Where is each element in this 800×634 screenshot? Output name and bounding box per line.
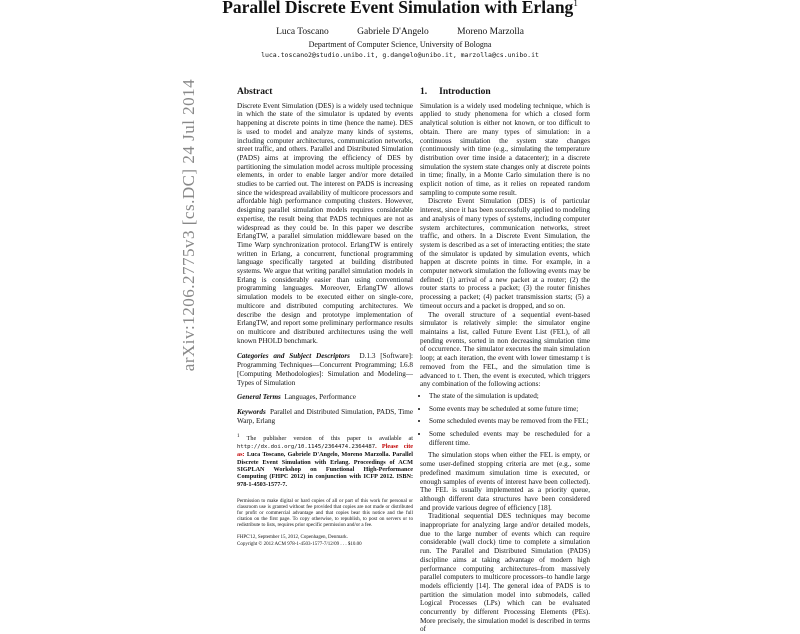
keywords-label: Keywords (237, 407, 266, 416)
author-name: Gabriele D'Angelo (357, 27, 429, 37)
event-actions-list (420, 392, 590, 448)
terms-label: General Terms (237, 393, 281, 402)
abstract-text: Discrete Event Simulation (DES) is a widely used technique in which the state of the simulator is updated by events happening at discrete points in time (hence the name). DES is used to model and analyze many kinds of systems, including computer architectures, communication networks, street traffic, and others. Parallel and Distributed Simulation (PADS) aims at improving the efficiency of DES by partitioning the simulation model across multiple processing elements, in order to enable larger and/or more detailed studies to be carried out. The interest on PADS is increasing since the widespread availability of multicore processors and affordable high performance computing clusters. However, designing parallel simulation models requires considerable expertise, the result being that PADS techniques are not as widespread as they could be. In this paper we describe ErlangTW, a parallel simulation middleware based on the Time Warp synchronization protocol. ErlangTW is entirely written in Erlang, a concurrent, functional programming language specifically targeted at building distributed systems. We argue that writing parallel simulation models in Erlang is considerably easier than using conventional programming languages. Moreover, ErlangTW allows simulation models to be executed either on single-core, multicore and distributed computing architectures. We describe the design and prototype implementation of ErlangTW, and report some preliminary performance results on multicore and distributed architectures using the well known PHOLD benchmark. (237, 101, 413, 345)
footnote-intro: The publisher version of this paper is available at (246, 435, 414, 443)
abstract-heading: Abstract (237, 87, 273, 97)
title-footnote-mark: 1 (573, 0, 578, 9)
arxiv-identifier: arXiv:1206.2775v3 [cs.DC] 24 Jul 2014 (179, 78, 198, 372)
permission-notice (237, 498, 413, 548)
categories-text: D.1.3 [Software]: Programming Techniques—Concurrent Programming; I.6.8 [Computing Methodologies]: Simulation and Modeling—Types of Simulation (237, 352, 414, 387)
author-list (0, 27, 800, 37)
footnote-doi-link[interactable]: http://dx.doi.org/10.1145/2364474.2364487 (237, 443, 376, 450)
paper-title: Parallel Discrete Event Simulation with Erlang$^1$ (222, 0, 578, 17)
copyright-line: Copyright © 2012 ACM 978-1-4503-1577-7/12/09 . . . $10.00 (237, 542, 362, 548)
categories-label: Categories and Subject Descriptors (237, 352, 350, 361)
introduction-heading: 1. Introduction (420, 87, 491, 97)
section-number: 1. (420, 87, 428, 97)
keywords (237, 408, 413, 425)
intro-paragraph-2: Discrete Event Simulation (DES) is of particular interest, since it has been successfully applied to modeling and analysis of many types of systems, including computer system architectures, communication networks, street traffic, and others. In a Discrete Event Simulation, the system is described as a set of interacting entities; the state of the simulator is updated by simulation events, which happen at discrete points in time. For example, in a computer network simulation the following events may be defined: (1) arrival of a new packet at a router; (2) the router starts to process a packet; (3) the router finishes processing a packet; (4) packet transmission starts; (5) a timeout occurs and a packet is dropped, and so on. (420, 197, 590, 310)
footnote-mark: 1 (237, 433, 240, 440)
affiliation: Department of Computer Science, University of Bologna (308, 40, 492, 49)
permission-text: Permission to make digital or hard copies of all or part of this work for personal or classroom use is granted without fee provided that copies are not made or distributed for profit or commercial advantage and that copies bear this notice and the full citation on the first page. To copy otherwise, to republish, to post on servers or to redistribute to lists, requires prior specific permission and/or a fee. (237, 498, 413, 529)
footnote-cite-label: . Please cite as: (237, 442, 413, 459)
author-name: Moreno Marzolla (457, 27, 524, 37)
intro-paragraph-4: The simulation stops when either the FEL is empty, or some user-defined stopping criteria are met (e.g., some predefined maximum simulation time is executed, or enough samples of events of interest have been collected). The FEL is usually implemented as a priority queue, although different data structures have been considered and provide various degree of efficiency [18]. (420, 451, 590, 512)
list-item: • Some events may be scheduled at some future time; (429, 405, 590, 414)
left-column (237, 87, 414, 548)
footnote-citation: Luca Toscano, Gabriele D'Angelo, Moreno Marzolla. Parallel Discrete Event Simulation with Erlang. Proceedings of ACM SIGPLAN Workshop on Functional High-Performance Computing (FHPC 2012) in conjunction with ICFP 2012. ISBN: 978-1-4503-1577-7. (237, 451, 414, 488)
venue-line: FHPC'12, September 15, 2012, Copenhagen, Denmark. (237, 535, 348, 541)
categories (237, 352, 413, 387)
general-terms (237, 393, 413, 402)
intro-paragraph-5: Traditional sequential DES techniques may become inappropriate for analyzing large and/or detailed models, due to the large number of events which can require considerable (wall clock) time to complete a simulation run. The Parallel and Distributed Simulation (PADS) discipline aims at taking advantage of modern high performance computing architectures–from massively parallel computers to multicore processors–to handle large models efficiently [14]. The general idea of PADS is to partition the simulation model into submodels, called Logical Processes (LPs) which can be evaluated concurrently by different Processing Elements (PEs). More precisely, the simulation model is described in terms of (420, 512, 590, 634)
list-item: • Some scheduled events may be removed from the FEL; (429, 417, 590, 426)
publisher-footnote (237, 433, 413, 488)
right-column (420, 87, 590, 634)
list-item: • The state of the simulation is updated; (429, 392, 590, 401)
intro-paragraph-3: The overall structure of a sequential event-based simulator is relatively simple: the simulator engine maintains a list, called Future Event List (FEL), of all pending events, sorted in non decreasing simulation time of occurrence. The simulator executes the main simulation loop; at each iteration, the event with lower timestamp t is removed from the FEL, and the simulation time is advanced to t. Then, the event is executed, which triggers any combination of the following actions: (420, 310, 590, 389)
list-item: • Some scheduled events may be rescheduled for a different time. (429, 430, 590, 447)
author-name: Luca Toscano (276, 27, 329, 37)
author-emails: luca.toscano2@studio.unibo.it, g.dangelo@unibo.it, marzolla@cs.unibo.it (261, 51, 539, 59)
intro-paragraph-1: Simulation is a widely used modeling technique, which is applied to study phenomena for which a closed form analytical solution is either not known, or too difficult to obtain. There are many types of simulation: in a continuous simulation the system state changes (continuously with time (e.g., simulating the temperature distribution over time inside a datacenter); in a discrete simulation the system state changes only at discrete points in time; finally, in a Monte Carlo simulation there is no explicit notion of time, as it relies on repeated random sampling to compute some result. (420, 101, 590, 197)
keywords-text: Parallel and Distributed Simulation, PADS, Time Warp, Erlang (237, 407, 414, 425)
terms-text: Languages, Performance (284, 393, 356, 402)
